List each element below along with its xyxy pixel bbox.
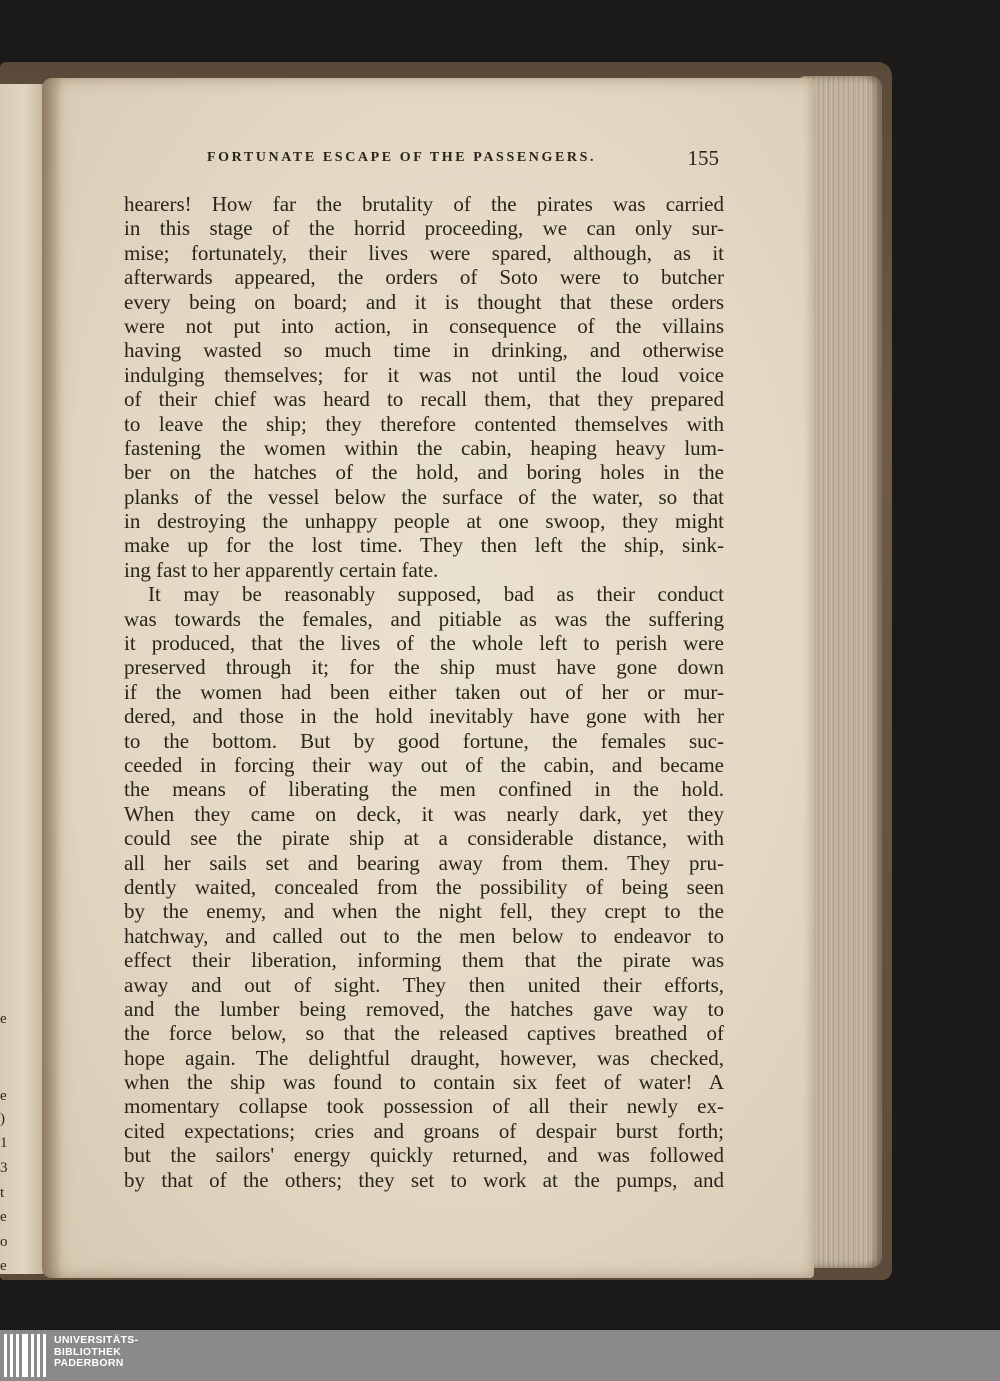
text-line: hearers! How far the brutality of the pirates was carried [124,192,724,216]
text-line: all her sails set and bearing away from them. They pru- [124,850,724,875]
text-line: to leave the ship; they therefore contented themselves with [124,411,724,436]
text-line: were not put into action, in consequence of the villains [124,313,724,338]
text-line: dently waited, concealed from the possibility of being seen [124,874,724,899]
text-line: dered, and those in the hold inevitably have gone with her [124,704,724,729]
left-fragment: e [0,1209,7,1225]
running-head [207,146,719,172]
text-line: to the bottom. But by good fortune, the females suc- [124,728,724,753]
left-fragment: o [0,1234,8,1250]
text-line: in this stage of the horrid proceeding, we can only sur- [124,216,724,241]
library-name [54,1335,138,1370]
gutter-shadow [42,78,62,1278]
text-line: of their chief was heard to recall them, that they prepared [124,387,724,412]
text-line: having wasted so much time in drinking, and otherwise [124,338,724,363]
text-line: preserved through it; for the ship must have gone down [124,655,724,680]
library-logo-icon [4,1334,48,1377]
text-line: if the women had been either taken out of her or mur- [124,679,724,704]
text-line: hatchway, and called out to the men below to endeavor to [124,923,724,948]
text-line: it produced, that the lives of the whole left to perish were [124,631,724,656]
left-page-text-fragments [0,84,10,1274]
library-name-line: PADERBORN [54,1357,124,1369]
text-line: effect their liberation, informing them that the pirate was [124,948,724,973]
text-line: ceeded in forcing their way out of the cabin, and became [124,752,724,777]
text-line: It may be reasonably supposed, bad as their conduct [148,582,724,607]
left-fragment: t [0,1185,5,1201]
text-line: by that of the others; they set to work at the pumps, and [124,1167,724,1192]
text-line: momentary collapse took possession of all their newly ex- [124,1094,724,1119]
text-line: could see the pirate ship at a considerable distance, with [124,826,724,851]
library-name-line: UNIVERSITÄTS- [54,1334,139,1346]
text-line: away and out of sight. They then united their efforts, [124,972,724,997]
text-line: was towards the females, and pitiable as was the suffering [124,606,724,631]
page-number: 155 [687,146,719,170]
left-fragment: e [0,1088,7,1104]
text-line: the means of liberating the men confined in the hold. [124,777,724,802]
text-line: and the lumber being removed, the hatches gave way to [124,996,724,1021]
text-line: indulging themselves; for it was not until the loud voice [124,362,724,387]
left-fragment: 3 [0,1160,8,1176]
running-head-title: FORTUNATE ESCAPE OF THE PASSENGERS. [207,150,597,165]
library-name-line: BIBLIOTHEK [54,1345,122,1358]
left-fragment: e [0,1011,7,1027]
text-line: by the enemy, and when the night fell, they crept to the [124,899,724,924]
left-fragment: 1 [0,1135,8,1151]
text-line: in destroying the unhappy people at one swoop, they might [124,509,724,534]
text-line: the force below, so that the released captives breathed of [124,1021,724,1046]
text-line: ber on the hatches of the hold, and boring holes in the [124,460,724,485]
text-line: hope again. The delightful draught, however, was checked, [124,1045,724,1070]
text-line: fastening the women within the cabin, heaping heavy lum- [124,435,724,460]
text-line: When they came on deck, it was nearly dark, yet they [124,801,724,826]
library-footer [0,1330,1000,1381]
text-line: planks of the vessel below the surface of the water, so that [124,484,724,509]
text-line: ing fast to her apparently certain fate. [124,557,439,582]
text-line: but the sailors' energy quickly returned, and was followed [124,1143,724,1168]
text-line: afterwards appeared, the orders of Soto were to butcher [124,265,724,290]
text-line: mise; fortunately, their lives were spared, although, as it [124,240,724,265]
body-text [124,192,724,1192]
text-line: every being on board; and it is thought that these orders [124,289,724,314]
text-line: make up for the lost time. They then left the ship, sink- [124,533,724,558]
text-line: cited expectations; cries and groans of despair burst forth; [124,1118,724,1143]
left-fragment: e [0,1258,7,1274]
left-fragment: ) [0,1111,5,1127]
text-line: when the ship was found to contain six feet of water! A [124,1070,724,1095]
